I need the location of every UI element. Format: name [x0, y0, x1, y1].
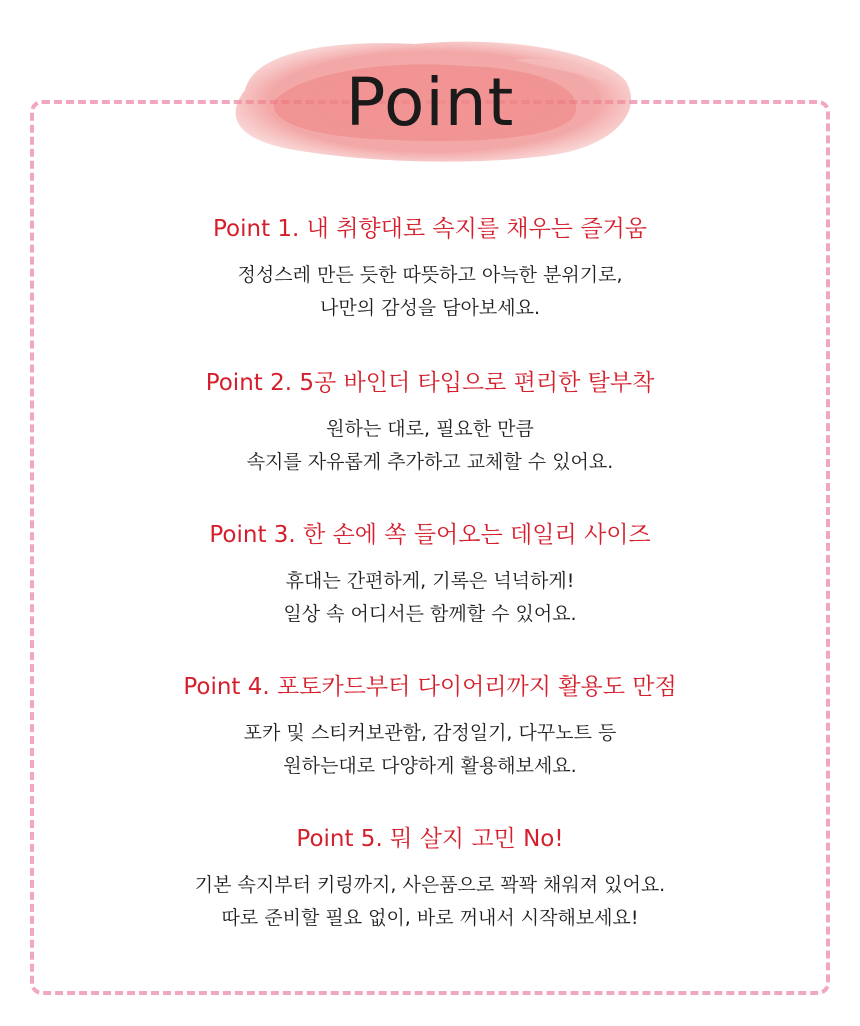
- point-line: 원하는대로 다양하게 활용해보세요.: [283, 755, 577, 777]
- point-body: [30, 413, 830, 479]
- point-3: [30, 516, 830, 631]
- point-line: 나만의 감성을 담아보세요.: [319, 297, 540, 319]
- point-heading: Point 3. 한 손에 쏙 들어오는 데일리 사이즈: [209, 522, 651, 548]
- point-body: [30, 717, 830, 783]
- point-line: 속지를 자유롭게 추가하고 교체할 수 있어요.: [246, 451, 614, 473]
- point-2: [30, 364, 830, 479]
- point-body: [30, 869, 830, 935]
- point-line: 기본 속지부터 키링까지, 사은품으로 꽉꽉 채워져 있어요.: [194, 874, 666, 896]
- point-body: [30, 259, 830, 325]
- point-line: 포카 및 스티커보관함, 감정일기, 다꾸노트 등: [243, 722, 617, 744]
- point-line: 정성스레 만든 듯한 따뜻하고 아늑한 분위기로,: [237, 264, 623, 286]
- point-4: [30, 668, 830, 783]
- point-line: 휴대는 간편하게, 기록은 넉넉하게!: [285, 570, 575, 592]
- point-heading: Point 2. 5공 바인더 타입으로 편리한 탈부착: [205, 370, 655, 396]
- point-line: 원하는 대로, 필요한 만큼: [326, 418, 534, 440]
- point-heading: Point 1. 내 취향대로 속지를 채우는 즐거움: [213, 216, 647, 242]
- point-line: 일상 속 어디서든 함께할 수 있어요.: [283, 603, 577, 625]
- point-heading: Point 5. 뭐 살지 고민 No!: [296, 826, 564, 852]
- point-body: [30, 565, 830, 631]
- point-heading: Point 4. 포토카드부터 다이어리까지 활용도 만점: [183, 674, 677, 700]
- point-1: [30, 210, 830, 325]
- title-badge: [215, 30, 645, 170]
- page-title: Point: [345, 64, 515, 141]
- point-line: 따로 준비할 필요 없이, 바로 꺼내서 시작해보세요!: [221, 907, 639, 929]
- point-5: [30, 820, 830, 935]
